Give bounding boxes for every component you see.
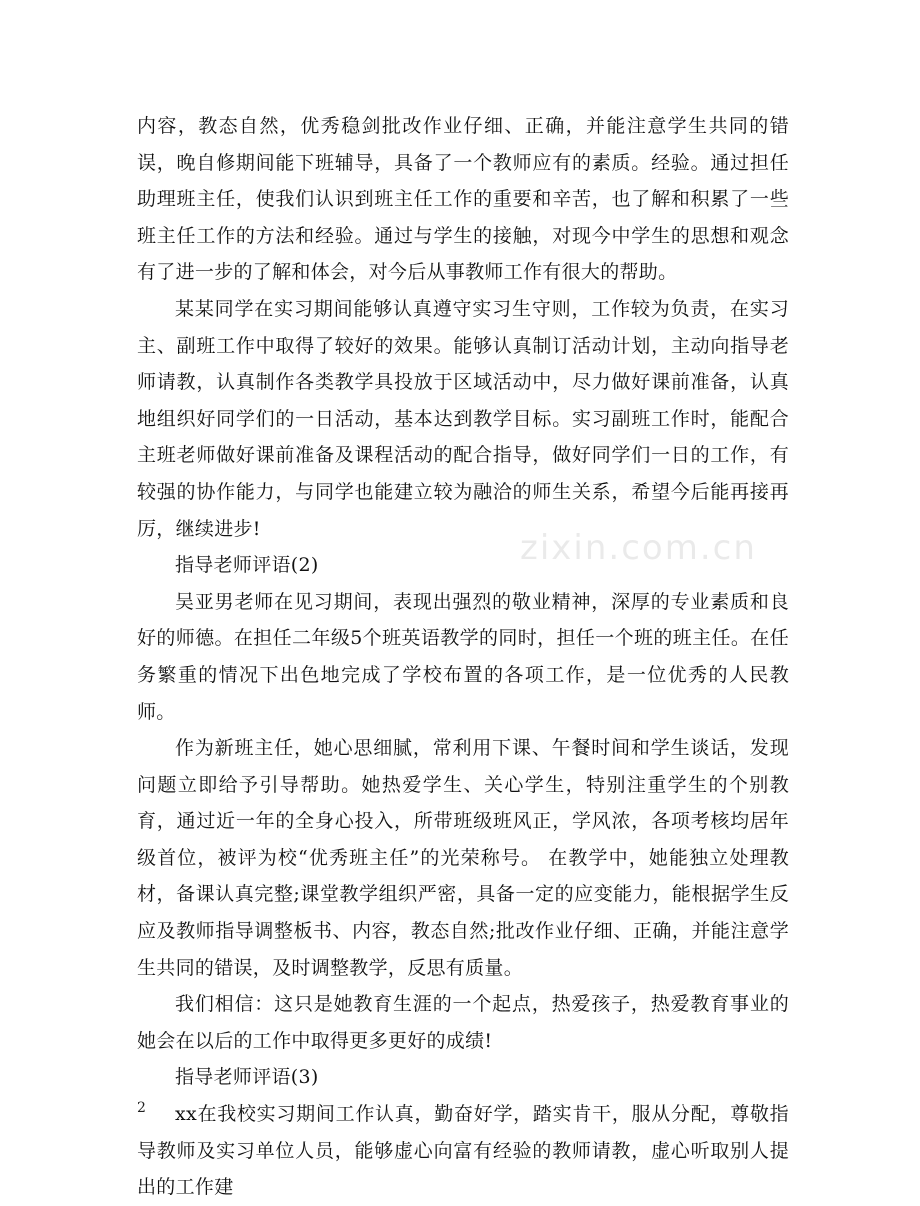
paragraph-class-teacher: 作为新班主任，她心思细腻，常利用下课、午餐时间和学生谈话，发现问题立即给予引导帮助。她热爱学生、关心学生，特别注重学生的个别教育，通过近一年的全身心投入，所带班级班风正，学风浓，各项考核均居年级首位，被评为校“优秀班主任”的光荣称号。 在教学中，她能独立处理教材，备课认真完整;课堂教学组织严密，具备一定的应变能力，能根据学生反应及教师指导调整板书、内容，教态自然;批改作业仔细、正确，并能注意学生共同的错误，及时调整教学，反思有质量。 — [137, 737, 789, 979]
paragraph-continued: 内容，教态自然，优秀稳剑批改作业仔细、正确，并能注意学生共同的错误，晚自修期间能下班辅导，具备了一个教师应有的素质。经验。通过担任助理班主任，使我们认识到班主任工作的重要和辛苦，也了解和积累了一些班主任工作的方法和经验。通过与学生的接触，对现今中学生的思想和观念有了进一步的了解和体会，对今后从事教师工作有很大的帮助。 — [137, 115, 789, 284]
paragraph-conclusion: 我们相信：这只是她教育生涯的一个起点，热爱孩子，热爱教育事业的她会在以后的工作中取得更多更好的成绩! — [137, 993, 789, 1052]
section-heading-3: 指导老师评语(3) — [175, 1066, 319, 1089]
document-body — [137, 108, 789, 1206]
page-number: 2 — [137, 1100, 146, 1116]
section-heading-2: 指导老师评语(2) — [175, 554, 319, 577]
paragraph-intern-evaluation: 某某同学在实习期间能够认真遵守实习生守则，工作较为负责，在实习主、副班工作中取得了较好的效果。能够认真制订活动计划，主动向指导老师请教，认真制作各类教学具投放于区域活动中，尽力做好课前准备，认真地组织好同学们的一日活动，基本达到教学目标。实习副班工作时，能配合主班老师做好课前准备及课程活动的配合指导，做好同学们一日的工作，有较强的协作能力，与同学也能建立较为融洽的师生关系，希望今后能再接再厉，继续进步! — [137, 297, 789, 540]
watermark: zixin.com.cn — [520, 528, 757, 568]
paragraph-xx-evaluation: xx在我校实习期间工作认真，勤奋好学，踏实肯干，服从分配，尊敬指导教师及实习单位人员，能够虚心向富有经验的教师请教，虚心听取别人提出的工作建 — [137, 1103, 789, 1199]
paragraph-teacher-intro: 吴亚男老师在见习期间，表现出强烈的敬业精神，深厚的专业素质和良好的师德。在担任二年级5个班英语教学的同时，担任一个班的班主任。在任务繁重的情况下出色地完成了学校布置的各项工作，是一位优秀的人民教师。 — [137, 590, 789, 723]
